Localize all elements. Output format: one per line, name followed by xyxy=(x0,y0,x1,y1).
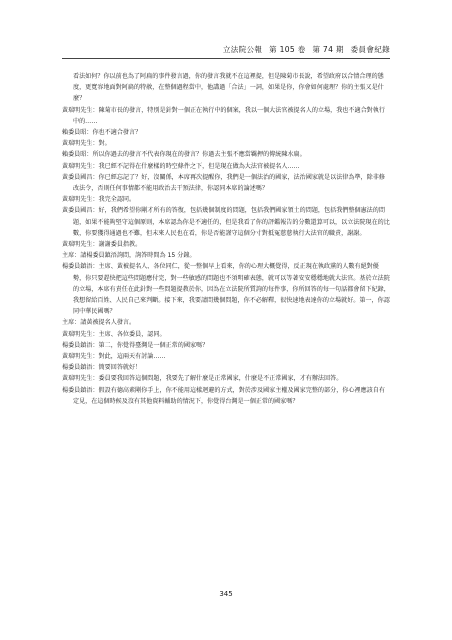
transcript-paragraph: 黃瑞明先生：委員要我回答這個問題，我要先了解什麼是正常國家，什麼是不正常國家，才有辦法回答。 xyxy=(62,375,343,383)
transcript-paragraph: 黃瑞明先生：謝謝委員指教。 xyxy=(62,241,142,249)
transcript-paragraph: 楊委員鎮浯：簡要回答就好！ xyxy=(62,364,142,372)
page-header xyxy=(219,44,390,55)
page-number: 345 xyxy=(219,590,233,598)
transcript-paragraph: 黃瑞明先生：我完全認同。 xyxy=(62,196,136,204)
volume-label: 第 105 卷 xyxy=(269,45,306,54)
transcript-body xyxy=(62,71,390,407)
transcript-paragraph: 主席：請楊委員鎮浯詢問，詢答時間為 15 分鐘。 xyxy=(62,252,196,260)
transcript-paragraph: 看法如何？你以前也為了阿扁的事件發言過，你的發言我就不在這裡提，但是陳菊市長說，希望政府以合情合理的態度，更寬容地面對阿扁的特赦，在整個過程當中，他講過「合法」一詞，如果是你，你會如何處理？你的主張又是什麼？ xyxy=(73,73,384,103)
header-rule xyxy=(62,58,390,59)
transcript-paragraph: 黃瑞明先生：對。 xyxy=(62,140,111,148)
transcript-paragraph: 楊委員鎮浯：第二，你覺得臺灣是一個正常的國家嗎？ xyxy=(62,341,209,349)
transcript-paragraph: 黃瑞明先生：主席、各位委員，認同。 xyxy=(62,330,166,338)
transcript-paragraph: 黃委員國昌：好，我們希望你剛才所有的答復，包括幾個制度的問題，包括我們國家領土的問題，包括我們整個憲法的問題，如果不能夠堅守這個原則，本席認為你是不適任的，但是我看了你的評鑑報告的分數還算可以，以立法院現在的比數，你要獲得通過也不難，但未來人民也在看，你是否能謹守這個分寸對抵冤慈慈執行大法官的職責，謝謝。 xyxy=(62,207,390,237)
issue-label: 第 74 期 xyxy=(312,45,344,54)
transcript-paragraph: 黃委員國昌：你已經忘記了？好，沒關係，本席再次提醒你，我們是一個法治的國家，法治國家就是以法律為準，除非修改法令，否則任何事情都不能用政治去干預法律，你認同本席的論述嗎？ xyxy=(62,173,385,193)
transcript-paragraph: 黃瑞明先生：陳菊市長的發言，特別是針對一個正在執行中的個案，我以一個大法官被提名人的立場，我也不適合對執行中的…… xyxy=(62,106,385,125)
transcript-paragraph: 主席：請黃被提名人發言。 xyxy=(62,319,136,327)
transcript-paragraph: 賴委員昭：所以你過去的發言不代表你現在的發言？你過去主張不應當羈押的傳統陳水扁。 xyxy=(62,151,306,159)
transcript-paragraph: 黃瑞明先生：我已經不記得在什麼樣的時空條件之下，但是現在做為大法官被提名人…… xyxy=(62,162,300,170)
section-label: 委員會紀錄 xyxy=(350,45,390,54)
transcript-paragraph: 黃瑞明先生：對此，這兩天有討論…… xyxy=(62,353,166,361)
transcript-paragraph: 賴委員昭：你也不適合發言？ xyxy=(62,129,142,137)
publication-title: 立法院公報 xyxy=(222,45,263,54)
transcript-paragraph: 楊委員鎮浯：假設有德高素剛你手上，你不能用這樣迴避的方式，對於涉及國家主權及國家完整的部分，你心裡應該自有定見，在這個時候及沒有其他資料輔助的情況下，你覺得台灣是一個正常的國家嗎？ xyxy=(62,386,385,405)
transcript-paragraph: 楊委員鎮浯：主席、黃被提名人、各位同仁，從一整個早上看來，你的心理大概覺得，反正現在執政黨的人數有絕對優勢，你只要趕快把這些問題應付完，對一些敏感的問題也不須明確表態，就可以等著安安穩穩地就大法官。基於立法院的立場，本席有責任在此針對一些問題提教於你，因為在立法院所質詢的每件事，你所回答的每一句話都會留下紀錄，我想留給百姓、人民自己來判斷。接下來，我要請問幾個問題，你不必解釋，很快速地表達你的立場就好。第一，你認同中華民國嗎？ xyxy=(62,263,390,316)
